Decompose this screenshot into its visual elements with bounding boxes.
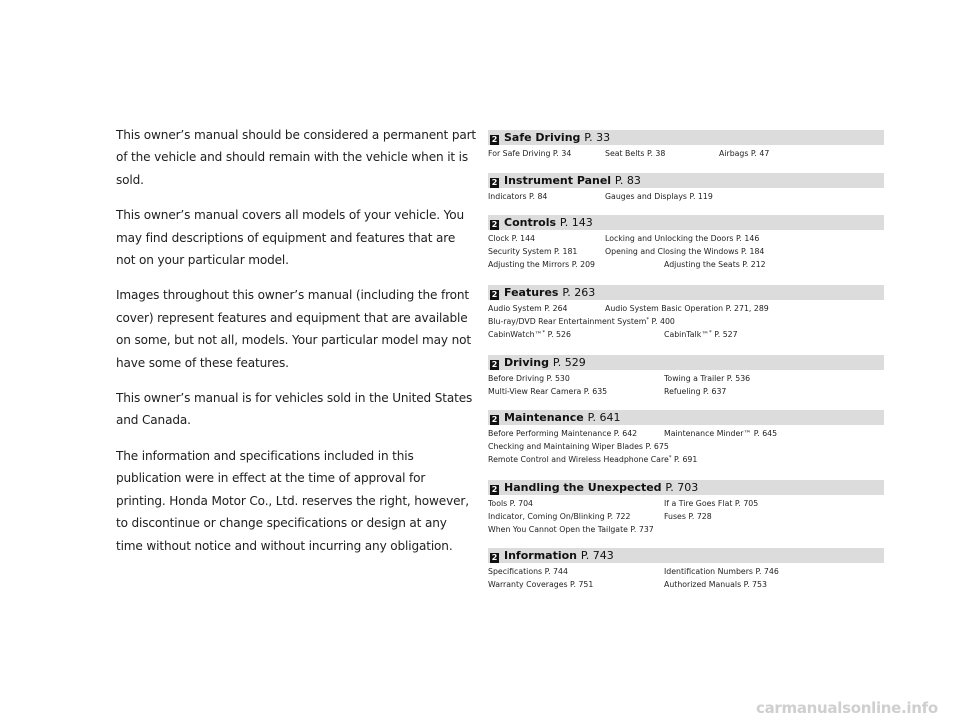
toc-section [488,173,884,203]
toc-entry-link[interactable]: Fuses P. 728 [664,512,712,521]
toc-section-title: Instrument Panel [504,174,615,187]
toc-entry-link[interactable]: Towing a Trailer P. 536 [664,374,751,383]
toc-section [488,130,884,160]
toc-entry-link[interactable]: Opening and Closing the Windows P. 184 [605,247,765,256]
toc-entry-link[interactable]: Warranty Coverages P. 751 [488,580,594,589]
toc-section-heading[interactable] [488,355,884,370]
toc-section-heading[interactable] [488,285,884,300]
toc-entry-link[interactable]: Indicator, Coming On/Blinking P. 722 [488,512,631,521]
toc-section [488,410,884,466]
toc-entry-link[interactable]: Maintenance Minder™ P. 645 [664,429,778,438]
link-arrow-icon: 2 [491,553,498,562]
toc-row [488,245,884,258]
toc-entry-link[interactable]: Audio System Basic Operation P. 271, 289 [605,304,769,313]
toc-entry-link[interactable]: Seat Belts P. 38 [605,149,666,158]
toc-entry-link[interactable]: Clock P. 144 [488,234,535,243]
toc-entry-link[interactable]: Locking and Unlocking the Doors P. 146 [605,234,760,243]
toc-row [488,302,884,315]
toc-row [488,315,884,328]
toc-row [488,147,884,160]
toc-row [488,497,884,510]
toc-entry-link[interactable]: Indicators P. 84 [488,192,548,201]
link-arrow-icon: 2 [491,135,498,144]
toc-section-page: P. 263 [562,286,596,299]
toc-entry-link[interactable]: Adjusting the Mirrors P. 209 [488,260,596,269]
toc-entry-link[interactable]: If a Tire Goes Flat P. 705 [664,499,759,508]
toc-entry-link[interactable]: Identification Numbers P. 746 [664,567,779,576]
toc-entry-link[interactable]: Before Performing Maintenance P. 642 [488,429,638,438]
toc-row [488,328,884,341]
toc-section-title: Driving [504,356,553,369]
toc-section [488,285,884,341]
link-arrow-icon: 2 [491,485,498,494]
toc-section [488,215,884,271]
toc-entry-link[interactable]: Adjusting the Seats P. 212 [664,260,766,269]
toc-section-page: P. 703 [665,481,699,494]
link-arrow-icon: 2 [491,290,498,299]
toc-row [488,523,884,536]
toc-row [488,232,884,245]
toc-section-page: P. 743 [580,549,614,562]
intro-paragraph: Images throughout this owner’s manual (including the front cover) represent features and equipment that are available on some, but not all, models. Your particular model may not have some of these features. [116,288,471,370]
toc-row [488,453,884,466]
toc-entry-link[interactable]: Remote Control and Wireless Headphone Care* P. 691 [488,455,698,464]
toc-row [488,372,884,385]
intro-text [116,124,476,570]
toc-entry-link[interactable]: Checking and Maintaining Wiper Blades P. 675 [488,442,669,451]
toc-entry-link[interactable]: Before Driving P. 530 [488,374,570,383]
toc-entry-link[interactable]: When You Cannot Open the Tailgate P. 737 [488,525,654,534]
toc-entry-link[interactable]: Security System P. 181 [488,247,578,256]
link-arrow-icon: 2 [491,360,498,369]
toc-section-title: Information [504,549,581,562]
toc-section-title: Features [504,286,563,299]
toc-row [488,565,884,578]
watermark: carmanualsonline.info [756,699,938,717]
intro-paragraph: This owner’s manual covers all models of your vehicle. You may find descriptions of equipment and features that are not on your particular model. [116,208,465,268]
toc-row [488,190,884,203]
intro-paragraph: The information and specifications included in this publication were in effect at the time of approval for printing. Honda Motor Co., Ltd. reserves the right, however, to discontinue or change specifications or design at any time without notice and without incurring any obligation. [116,448,469,553]
intro-paragraph: This owner’s manual should be considered a permanent part of the vehicle and should remain with the vehicle when it is sold. [116,128,477,187]
link-arrow-icon: 2 [491,220,498,229]
toc-row [488,258,884,271]
toc-section-title: Handling the Unexpected [504,481,666,494]
toc-entry-link[interactable]: Blu-ray/DVD Rear Entertainment System* P. 400 [488,317,675,326]
toc-entry-link[interactable]: Multi-View Rear Camera P. 635 [488,387,608,396]
toc-section-page: P. 641 [587,411,621,424]
toc-entry-link[interactable]: Gauges and Displays P. 119 [605,192,713,201]
toc-entry-link[interactable]: Audio System P. 264 [488,304,568,313]
toc-section-heading[interactable] [488,215,884,230]
toc-section [488,548,884,591]
toc-section-title: Controls [504,216,560,229]
toc-section-heading[interactable] [488,130,884,145]
intro-paragraph: This owner’s manual is for vehicles sold in the United States and Canada. [116,391,473,428]
link-arrow-icon: 2 [491,178,498,187]
toc-section [488,355,884,398]
toc-row [488,510,884,523]
toc-entry-link[interactable]: For Safe Driving P. 34 [488,149,572,158]
toc-section-page: P. 529 [552,356,586,369]
toc-entry-link[interactable]: CabinTalk™* P. 527 [664,330,738,339]
toc-entry-link[interactable]: Specifications P. 744 [488,567,568,576]
toc-section-page: P. 33 [584,131,611,144]
toc-section-heading[interactable] [488,410,884,425]
toc-section-page: P. 83 [614,174,641,187]
toc-entry-link[interactable]: Refueling P. 637 [664,387,727,396]
toc-row [488,427,884,440]
toc-entry-link[interactable]: Authorized Manuals P. 753 [664,580,767,589]
toc-section-title: Maintenance [504,411,588,424]
toc-section-heading[interactable] [488,548,884,563]
toc-entry-link[interactable]: Airbags P. 47 [719,149,770,158]
toc-section-heading[interactable] [488,480,884,495]
toc-section [488,480,884,536]
toc-entry-link[interactable]: CabinWatch™* P. 526 [488,330,571,339]
toc-section-heading[interactable] [488,173,884,188]
toc-row [488,385,884,398]
toc-section-title: Safe Driving [504,131,585,144]
toc-entry-link[interactable]: Tools P. 704 [488,499,534,508]
link-arrow-icon: 2 [491,415,498,424]
toc-section-page: P. 143 [559,216,593,229]
toc-row [488,440,884,453]
toc-row [488,578,884,591]
